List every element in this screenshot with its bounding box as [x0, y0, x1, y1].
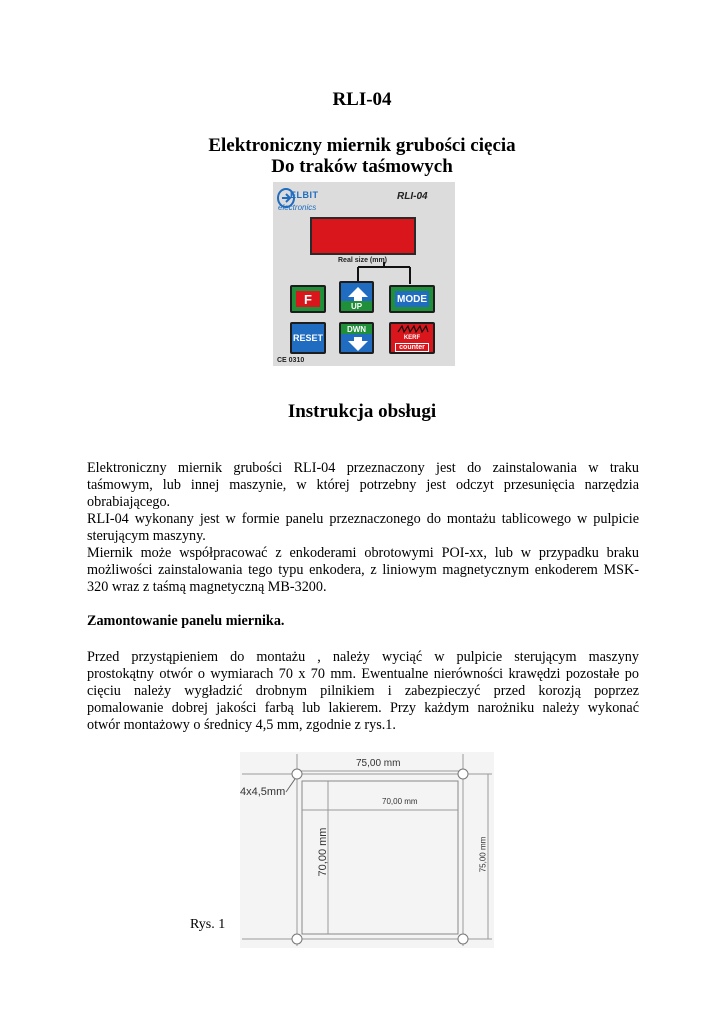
kerf-counter-button[interactable]	[389, 322, 435, 354]
cutout-drawing	[240, 752, 494, 948]
arrow-up-icon	[347, 286, 369, 302]
figure-caption: Rys. 1	[190, 917, 226, 932]
kerf-label: KERF	[403, 335, 421, 341]
up-button[interactable]	[339, 281, 374, 313]
intro-line: taśmowym, lub innej maszynie, w której potrzebny jest odczyt przesunięcia narzędzia	[87, 477, 639, 493]
hole-size-label: 4x4,5mm	[240, 786, 286, 798]
mode-button[interactable]	[389, 285, 435, 313]
intro-line: możliwości zainstalowania tego typu enkodera, z liniowym magnetycznym enkoderem MSK-	[87, 562, 639, 578]
panel-model-label: RLI-04	[397, 191, 428, 202]
document-title-line2: Do traków taśmowych	[271, 156, 453, 177]
brand-name: ELBIT	[290, 190, 319, 200]
mounting-line: Przed przystąpieniem do montażu , należy wyciąć w pulpicie sterującym maszyny	[87, 649, 639, 665]
reset-button-label: RESET	[292, 333, 323, 343]
saw-teeth-icon	[397, 325, 431, 333]
mounting-hole-icon	[458, 769, 468, 779]
document-model-title: RLI-04	[332, 89, 392, 110]
up-button-label: UP	[341, 301, 372, 311]
intro-line: obrabiającego.	[87, 494, 171, 510]
intro-line: Miernik może współpracować z enkoderami obrotowymi POI-xx, lub w przypadku braku	[87, 545, 639, 561]
led-display	[310, 217, 416, 255]
mounting-line: otwór montażowy o średnicy 4,5 mm, zgodnie z rys.1.	[87, 717, 396, 733]
mounting-hole-icon	[292, 934, 302, 944]
counter-label: counter	[395, 343, 429, 352]
mounting-line: cięciu należy wygładzić drobnym pilnikiem i zabezpieczyć przed korozją poprzez	[87, 683, 639, 699]
brand-subtitle: electronics	[278, 203, 317, 212]
mounting-line: pomalowanie dobrej jakości farbą lub lakierem. Przy każdym narożniku należy wykonać	[87, 700, 639, 716]
manual-heading: Instrukcja obsługi	[287, 401, 437, 422]
real-size-label: Real size (mm)	[338, 257, 388, 264]
dim-label-inner-width: 70,00 mm	[382, 797, 418, 806]
intro-line: Elektroniczny miernik grubości RLI-04 przeznaczony jest do zainstalowania w traku	[87, 460, 639, 476]
f-button[interactable]	[290, 285, 326, 313]
intro-paragraph	[87, 460, 639, 596]
down-button-label: DWN	[341, 324, 372, 334]
mounting-hole-icon	[292, 769, 302, 779]
intro-line: RLI-04 wykonany jest w formie panelu przeznaczonego do montażu tablicowego w pulpicie	[87, 511, 639, 527]
mounting-line: prostokątny otwór o wymiarach 70 x 70 mm. Ewentualne nierówności krawędzi pozostałe po	[87, 666, 639, 682]
section-heading: Zamontowanie panelu miernika.	[87, 613, 285, 629]
down-button[interactable]	[339, 322, 374, 354]
mounting-hole-icon	[458, 934, 468, 944]
intro-line: 320 wraz z taśmą magnetyczną MB-3200.	[87, 579, 327, 595]
mode-button-label: MODE	[394, 290, 430, 308]
arrow-down-icon	[347, 336, 369, 352]
reset-button[interactable]	[290, 322, 326, 354]
dim-label-inner-height: 70,00 mm	[317, 827, 329, 877]
intro-line: sterującym maszyny.	[87, 528, 206, 544]
mounting-paragraph	[87, 649, 639, 734]
dim-label-outer-height: 75,00 mm	[478, 836, 488, 873]
dim-label-outer-width: 75,00 mm	[356, 758, 401, 769]
f-button-label: F	[295, 290, 321, 308]
ce-mark: CE 0310	[277, 357, 305, 364]
document-title-line1: Elektroniczny miernik grubości cięcia	[208, 135, 516, 156]
